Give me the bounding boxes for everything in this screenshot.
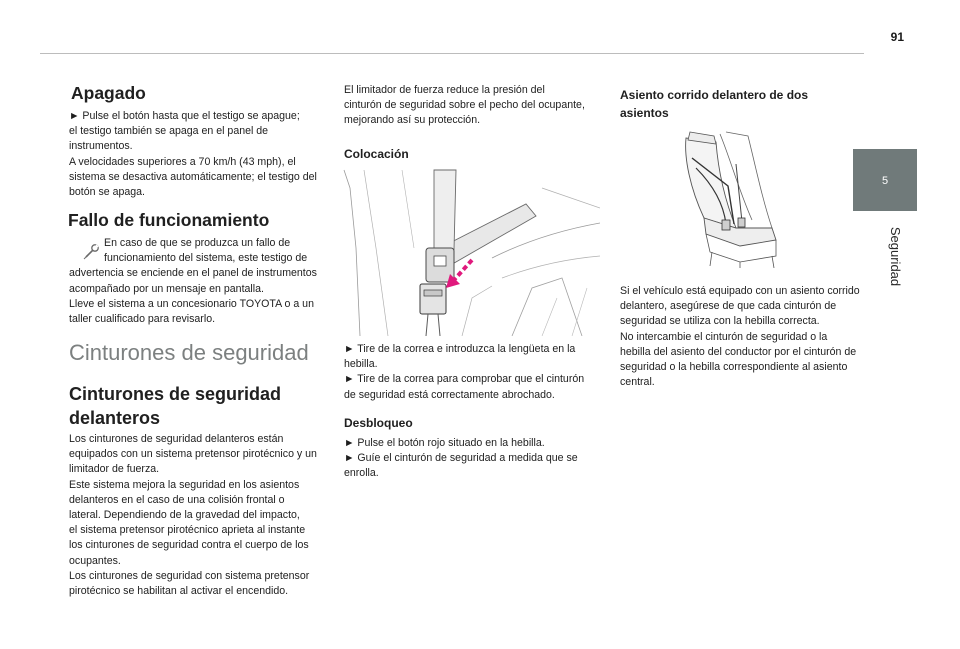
- text-line: advertencia se enciende en el panel de instrumentos: [69, 267, 317, 280]
- text-line: En caso de que se produzca un fallo de: [104, 237, 291, 249]
- chapter-number: 5: [881, 175, 889, 187]
- text-line: el testigo también se apaga en el panel de: [69, 125, 269, 138]
- text-line: Si el vehículo está equipado con un asiento corrido: [620, 285, 860, 297]
- text-line: mejorando así su protección.: [344, 114, 481, 127]
- text-line: los cinturones de seguridad contra el cuerpo de los: [69, 539, 309, 552]
- heading-cinturones-delanteros: [69, 382, 281, 430]
- heading-line: delanteros: [69, 408, 161, 428]
- text-line: sistema se desactiva automáticamente; el testigo del: [69, 170, 317, 183]
- text-line: funcionamiento del sistema, este testigo de: [104, 252, 308, 265]
- text-line: Los cinturones de seguridad delanteros están: [69, 433, 284, 445]
- seatbelt-buckle-illustration: [342, 168, 600, 336]
- section-title: Cinturones de seguridad: [69, 340, 309, 365]
- text-line: pirotécnico se habilitan al activar el encendido.: [69, 585, 289, 598]
- text-line: instrumentos.: [69, 140, 133, 153]
- fallo-text: [69, 236, 331, 327]
- heading-apagado: Apagado: [71, 83, 146, 103]
- text-line: delanteros en el caso de una colisión frontal o: [69, 493, 285, 506]
- heading-colocacion: Colocación: [344, 147, 409, 161]
- text-line: acompañado por un mensaje en pantalla.: [69, 282, 264, 295]
- text-line: Este sistema mejora la seguridad en los asientos: [69, 478, 300, 491]
- heading-desbloqueo: Desbloqueo: [344, 416, 413, 430]
- text-line: Los cinturones de seguridad con sistema pretensor: [69, 569, 310, 582]
- text-line: central.: [620, 376, 655, 389]
- text-line: de seguridad está correctamente abrochado.: [344, 388, 555, 401]
- text-line: ► Tire de la correa e introduzca la lengüeta en la: [344, 343, 576, 355]
- text-line: cinturón de seguridad sobre el pecho del ocupante,: [344, 99, 585, 112]
- chapter-tab[interactable]: [853, 149, 917, 211]
- chapter-label-text: Seguridad: [888, 226, 904, 286]
- heading-asiento-corrido: [620, 86, 808, 122]
- cinturones-text: [69, 432, 331, 599]
- colocacion-text: [344, 342, 606, 403]
- heading-line: Cinturones de seguridad: [69, 384, 282, 404]
- text-line: No intercambie el cinturón de seguridad o la: [620, 330, 828, 343]
- limitador-text: [344, 83, 606, 129]
- page-number: 91: [890, 30, 904, 44]
- text-line: seguridad o la hebilla correspondiente al asiento: [620, 361, 848, 374]
- text-line: ocupantes.: [69, 554, 121, 567]
- asiento-text: [620, 284, 882, 390]
- text-line: El limitador de fuerza reduce la presión del: [344, 84, 545, 96]
- text-line: Lleve el sistema a un concesionario TOYOTA o a un: [69, 297, 314, 310]
- text-line: seguridad se utiliza con la hebilla correcta.: [620, 315, 820, 328]
- text-line: ► Pulse el botón rojo situado en la hebilla.: [344, 437, 545, 449]
- text-line: A velocidades superiores a 70 km/h (43 mph), el: [69, 155, 296, 168]
- text-line: botón se apaga.: [69, 186, 145, 199]
- text-line: limitador de fuerza.: [69, 463, 160, 476]
- text-line: taller cualificado para revisarlo.: [69, 313, 216, 326]
- text-line: equipados con un sistema pretensor pirotécnico y un: [69, 448, 317, 461]
- desbloqueo-text: [344, 436, 606, 482]
- text-line: enrolla.: [344, 467, 379, 480]
- heading-fallo: Fallo de funcionamiento: [68, 210, 270, 230]
- text-line: hebilla del asiento del conductor por el cinturón de: [620, 345, 857, 358]
- text-line: lateral. Dependiendo de la gravedad del impacto,: [69, 509, 300, 522]
- apagado-text: [69, 109, 331, 200]
- heading-line: Asiento corrido delantero de dos: [620, 88, 809, 102]
- text-line: el sistema pretensor pirotécnico aprieta al instante: [69, 524, 306, 537]
- heading-line: asientos: [620, 106, 669, 120]
- text-line: ► Pulse el botón hasta que el testigo se apague;: [69, 110, 300, 122]
- text-line: ► Tire de la correa para comprobar que el cinturón: [344, 373, 585, 386]
- text-line: hebilla.: [344, 358, 378, 371]
- text-line: delantero, asegúrese de que cada cinturón de: [620, 300, 837, 313]
- text-line: ► Guíe el cinturón de seguridad a medida que se: [344, 452, 578, 465]
- header-divider: [40, 53, 864, 54]
- bench-seat-illustration: [676, 128, 780, 268]
